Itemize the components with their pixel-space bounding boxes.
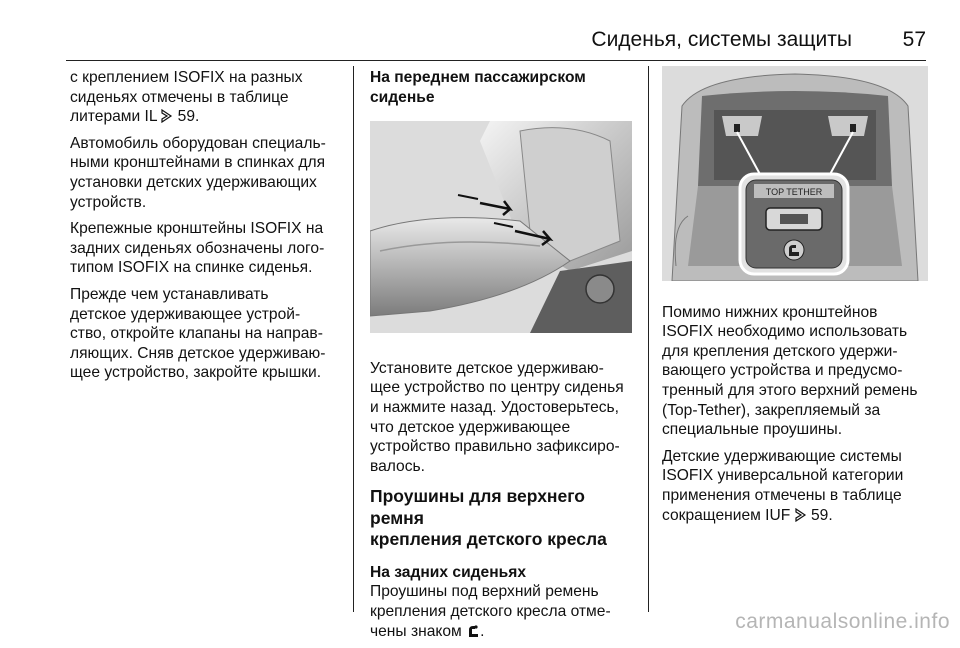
column-divider-right [648, 66, 649, 612]
page-header [66, 24, 926, 54]
column-right [662, 66, 928, 532]
col2-paragraph-2: Проушины под верхний ремень крепления детского кресла отме- чены знаком . [370, 583, 611, 640]
seat-isofix-illustration [370, 121, 632, 333]
col1-paragraph-4: Прежде чем устанавливать детское удерживающее устрой- ство, откройте клапаны на направ- ляющих. Сняв детское удерживаю- щее устройство, закройте крышки. [70, 285, 326, 382]
column-divider-left [353, 66, 354, 612]
section-heading-rear-seats: На задних сиденьях [370, 563, 526, 581]
page-title: Сиденья, системы защиты [591, 28, 852, 51]
child-seat-tether-icon [466, 624, 480, 638]
header-rule [66, 60, 926, 61]
column-middle [370, 68, 636, 648]
column-left [70, 68, 346, 390]
col2-paragraph-1: Установите детское удерживаю- щее устройство по центру сиденья и нажмите назад. Удостоверьтесь, что детское удерживающее устройство правильно зафиксиро- валось. [370, 359, 624, 475]
col1-paragraph-1: с креплением ISOFIX на разных сиденьях отмечены в таблице литерами IL 59. [70, 69, 303, 126]
top-tether-label: TOP TETHER [765, 187, 823, 197]
col1-paragraph-2: Автомобиль оборудован специаль- ными кронштейнами в спинках для установки детских удерживающих устройств. [70, 134, 326, 211]
section-heading-front-seat: На переднем пассажирском сиденье [370, 69, 586, 106]
col1-paragraph-3: Крепежные кронштейны ISOFIX на задних сиденьях обозначены лого- типом ISOFIX на спинке сиденья. [70, 220, 325, 277]
reference-arrow-icon [795, 508, 807, 522]
reference-arrow-icon [161, 109, 173, 123]
page-number: 57 [902, 28, 926, 51]
rear-seat-top-tether-illustration [662, 66, 928, 281]
col3-paragraph-1: Помимо нижних кронштейнов ISOFIX необходимо использовать для крепления детского удержи- вающего устройства и предусмо- тренный для этого верхний ремень (Top-Tether), закрепляемый за специальные проушины. [662, 303, 918, 439]
section-heading-top-tether: Проушины для верхнего ремня крепления детского кресла [370, 486, 607, 550]
watermark: carmanualsonline.info [735, 610, 950, 633]
col3-paragraph-2: Детские удерживающие системы ISOFIX универсальной категории применения отмечены в таблице сокращением IUF 59. [662, 447, 904, 524]
